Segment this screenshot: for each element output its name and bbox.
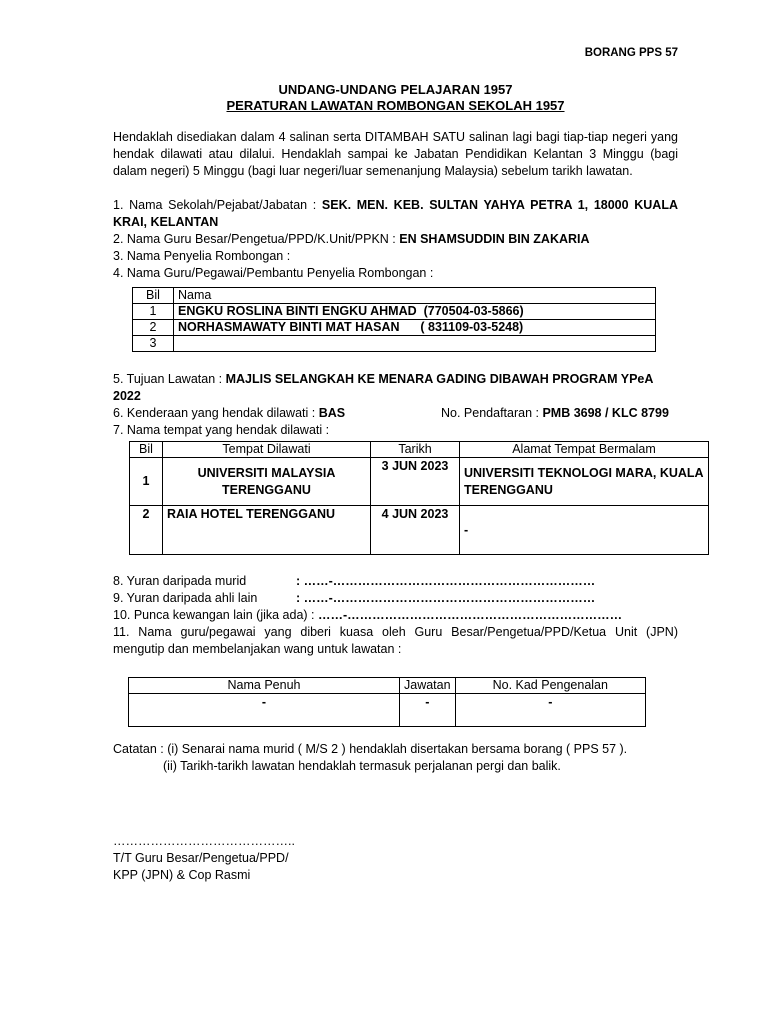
cell-alamat: - bbox=[460, 506, 709, 555]
field-school-value: SEK. MEN. KEB. SULTAN YAHYA PETRA 1, 18000 KUALA KRAI, KELANTAN bbox=[113, 198, 678, 229]
table-row bbox=[130, 458, 709, 506]
field-principal bbox=[113, 231, 678, 248]
cell-nama: NORHASMAWATY BINTI MAT HASAN ( 831109-03-5248) bbox=[174, 320, 656, 336]
field-school-label: 1. Nama Sekolah/Pejabat/Jabatan : bbox=[113, 198, 322, 212]
cell-bil: 2 bbox=[130, 506, 163, 555]
field-other-funding bbox=[113, 607, 678, 624]
cell-nama bbox=[174, 336, 656, 352]
field-supervisor: 3. Nama Penyelia Rombongan : bbox=[113, 249, 291, 263]
document-title bbox=[113, 82, 678, 114]
field-other-funding-value: ……-………………………………………………………… bbox=[318, 608, 623, 622]
places-table bbox=[129, 441, 709, 555]
header-tempat: Tempat Dilawati bbox=[163, 442, 371, 458]
field-purpose bbox=[113, 371, 678, 405]
supervisors-table bbox=[132, 287, 656, 352]
signature-dots: …………………………………….. bbox=[113, 834, 295, 848]
field-purpose-value: MAJLIS SELANGKAH KE MENARA GADING DIBAWAH PROGRAM YPeA 2022 bbox=[113, 372, 653, 403]
note-line-2: (ii) Tarikh-tarikh lawatan hendaklah termasuk perjalanan pergi dan balik. bbox=[163, 759, 561, 773]
header-tarikh: Tarikh bbox=[371, 442, 460, 458]
form-code: BORANG PPS 57 bbox=[584, 47, 678, 59]
header-kad-pengenalan: No. Kad Pengenalan bbox=[455, 678, 645, 694]
table-row bbox=[133, 304, 656, 320]
cell-alamat: UNIVERSITI TEKNOLOGI MARA, KUALA TERENGGANU bbox=[460, 458, 709, 506]
cell-bil: 2 bbox=[133, 320, 174, 336]
field-student-fee-value: : ……-……………………………………………………… bbox=[296, 574, 596, 588]
cell-bil: 3 bbox=[133, 336, 174, 352]
cell-bil: 1 bbox=[133, 304, 174, 320]
table-row bbox=[129, 694, 646, 727]
note-line-1: Catatan : (i) Senarai nama murid ( M/S 2 ) hendaklah disertakan bersama borang ( PPS 57 ). bbox=[113, 742, 628, 756]
cell-jawatan: - bbox=[400, 694, 456, 727]
field-registration-label: No. Pendaftaran : bbox=[441, 406, 543, 420]
field-authorized-officer: 11. Nama guru/pegawai yang diberi kuasa oleh Guru Besar/Pengetua/PPD/Ketua Unit (JPN) mengutip dan membelanjakan wang untuk lawatan : bbox=[113, 625, 678, 656]
title-line-2: PERATURAN LAWATAN ROMBONGAN SEKOLAH 1957 bbox=[226, 98, 565, 113]
field-registration-value: PMB 3698 / KLC 8799 bbox=[542, 406, 669, 420]
cell-tarikh: 4 JUN 2023 bbox=[371, 506, 460, 555]
header-nama-penuh: Nama Penuh bbox=[129, 678, 400, 694]
field-student-fee bbox=[113, 573, 678, 590]
table-header-row bbox=[129, 678, 646, 694]
cell-tarikh: 3 JUN 2023 bbox=[371, 458, 460, 506]
fields-section-1 bbox=[113, 197, 678, 282]
field-purpose-label: 5. Tujuan Lawatan : bbox=[113, 372, 226, 386]
field-student-fee-label: 8. Yuran daripada murid bbox=[113, 574, 247, 588]
signature-line-2: KPP (JPN) & Cop Rasmi bbox=[113, 868, 251, 882]
cell-kad-pengenalan: - bbox=[455, 694, 645, 727]
signature-block bbox=[113, 833, 413, 884]
field-principal-value: EN SHAMSUDDIN BIN ZAKARIA bbox=[399, 232, 590, 246]
header-bil: Bil bbox=[130, 442, 163, 458]
cell-tempat: RAIA HOTEL TERENGGANU bbox=[163, 506, 371, 555]
header-bil: Bil bbox=[133, 288, 174, 304]
field-places: 7. Nama tempat yang hendak dilawati : bbox=[113, 423, 330, 437]
table-header-row bbox=[133, 288, 656, 304]
notes-section bbox=[113, 741, 678, 775]
field-principal-label: 2. Nama Guru Besar/Pengetua/PPD/K.Unit/PPKN : bbox=[113, 232, 400, 246]
cell-bil: 1 bbox=[130, 458, 163, 506]
intro-paragraph: Hendaklah disediakan dalam 4 salinan serta DITAMBAH SATU salinan lagi bagi tiap-tiap negeri yang hendak dilawati atau dilalui. Hendaklah sampai ke Jabatan Pendidikan Kelantan 3 Minggu (bagi dalam negeri) 5 Minggu (bagi luar negeri/luar semenanjung Malaysia) sebelum tarikh lawatan. bbox=[113, 130, 678, 178]
table-row bbox=[130, 506, 709, 555]
field-vehicle-label: 6. Kenderaan yang hendak dilawati : bbox=[113, 406, 319, 420]
field-registration bbox=[441, 405, 669, 422]
field-vehicle bbox=[113, 405, 678, 422]
field-vehicle-value: BAS bbox=[318, 406, 346, 420]
field-member-fee-label: 9. Yuran daripada ahli lain bbox=[113, 591, 258, 605]
header-jawatan: Jawatan bbox=[400, 678, 456, 694]
field-school bbox=[113, 197, 678, 231]
cell-tempat: UNIVERSITI MALAYSIA TERENGGANU bbox=[163, 458, 371, 506]
cell-nama: ENGKU ROSLINA BINTI ENGKU AHMAD (770504-03-5866) bbox=[174, 304, 656, 320]
header-alamat: Alamat Tempat Bermalam bbox=[460, 442, 709, 458]
field-member-fee-value: : ……-……………………………………………………… bbox=[296, 591, 596, 605]
table-header-row bbox=[130, 442, 709, 458]
field-assistants: 4. Nama Guru/Pegawai/Pembantu Penyelia Rombongan : bbox=[113, 266, 434, 280]
field-member-fee bbox=[113, 590, 678, 607]
fees-section bbox=[113, 573, 678, 658]
title-line-1: UNDANG-UNDANG PELAJARAN 1957 bbox=[278, 82, 513, 97]
cell-nama-penuh: - bbox=[129, 694, 400, 727]
table-row bbox=[133, 336, 656, 352]
table-row bbox=[133, 320, 656, 336]
header-nama: Nama bbox=[174, 288, 656, 304]
field-other-funding-label: 10. Punca kewangan lain (jika ada) : bbox=[113, 608, 318, 622]
signature-line-1: T/T Guru Besar/Pengetua/PPD/ bbox=[113, 851, 289, 865]
authorized-table bbox=[128, 677, 646, 727]
fields-section-2 bbox=[113, 371, 678, 439]
